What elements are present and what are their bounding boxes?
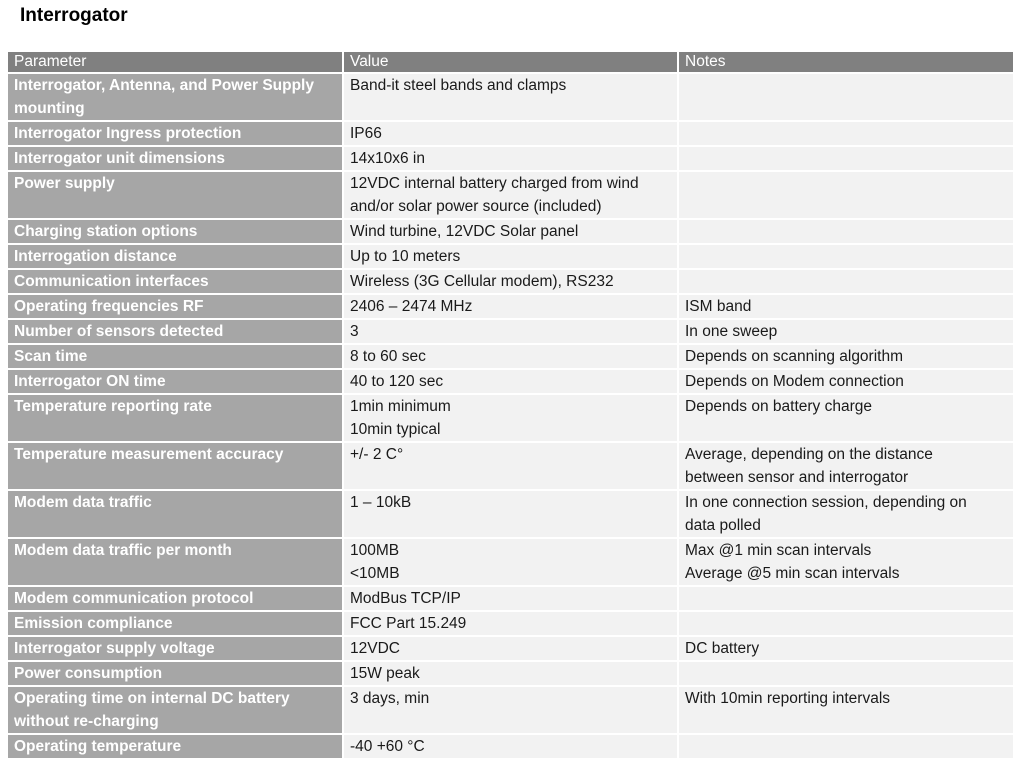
value-cell	[343, 146, 678, 171]
table-row	[8, 661, 1013, 686]
table-row	[8, 490, 1013, 538]
table-row	[8, 369, 1013, 394]
parameter-cell: Charging station options	[8, 219, 343, 244]
value-line: <10MB	[350, 565, 400, 582]
table-row	[8, 146, 1013, 171]
parameter-cell: Interrogator Ingress protection	[8, 121, 343, 146]
table-row	[8, 636, 1013, 661]
value-cell	[343, 734, 678, 759]
table-row	[8, 586, 1013, 611]
value-line: 8 to 60 sec	[350, 348, 426, 365]
notes-line: Average, depending on the distance	[685, 446, 933, 463]
value-cell	[343, 294, 678, 319]
parameter-cell: Operating time on internal DC battery without re-charging	[8, 686, 343, 734]
table-row	[8, 121, 1013, 146]
value-cell	[343, 686, 678, 734]
parameter-cell: Modem communication protocol	[8, 586, 343, 611]
notes-line: In one sweep	[685, 323, 778, 340]
table-row	[8, 442, 1013, 490]
value-line: 1 – 10kB	[350, 494, 412, 511]
table-row	[8, 73, 1013, 121]
value-cell	[343, 369, 678, 394]
value-cell	[343, 171, 678, 219]
notes-line: Depends on Modem connection	[685, 373, 904, 390]
notes-cell	[678, 319, 1013, 344]
value-line: FCC Part 15.249	[350, 615, 467, 632]
notes-line: ISM band	[685, 298, 752, 315]
parameter-cell: Modem data traffic	[8, 490, 343, 538]
value-line: 14x10x6 in	[350, 150, 425, 167]
value-cell	[343, 442, 678, 490]
parameter-cell: Scan time	[8, 344, 343, 369]
table-row	[8, 394, 1013, 442]
document-title: Interrogator	[20, 5, 128, 26]
notes-line: Depends on scanning algorithm	[685, 348, 903, 365]
table-header-row	[8, 52, 1013, 73]
value-line: 3	[350, 323, 359, 340]
value-cell	[343, 490, 678, 538]
value-line: Wireless (3G Cellular modem), RS232	[350, 273, 614, 290]
parameter-cell: Temperature measurement accuracy	[8, 442, 343, 490]
value-cell	[343, 219, 678, 244]
notes-line: In one connection session, depending on	[685, 494, 967, 511]
value-cell	[343, 586, 678, 611]
table-row	[8, 294, 1013, 319]
value-line: Wind turbine, 12VDC Solar panel	[350, 223, 579, 240]
notes-line: With 10min reporting intervals	[685, 690, 891, 707]
parameter-cell: Temperature reporting rate	[8, 394, 343, 442]
value-line: 3 days, min	[350, 690, 430, 707]
value-line: 10min typical	[350, 421, 441, 438]
value-cell	[343, 319, 678, 344]
notes-cell	[678, 244, 1013, 269]
value-line: 40 to 120 sec	[350, 373, 444, 390]
parameter-cell: Modem data traffic per month	[8, 538, 343, 586]
notes-cell	[678, 611, 1013, 636]
value-line: Band-it steel bands and clamps	[350, 77, 567, 94]
notes-line: Average @5 min scan intervals	[685, 565, 900, 582]
parameter-cell: Power supply	[8, 171, 343, 219]
notes-cell	[678, 586, 1013, 611]
table-row	[8, 734, 1013, 759]
value-line: 12VDC	[350, 640, 400, 657]
notes-cell	[678, 490, 1013, 538]
notes-cell	[678, 269, 1013, 294]
parameter-cell: Interrogator ON time	[8, 369, 343, 394]
value-line: and/or solar power source (included)	[350, 198, 602, 215]
value-line: 2406 – 2474 MHz	[350, 298, 473, 315]
specifications-table	[8, 52, 1013, 760]
notes-cell	[678, 344, 1013, 369]
header-value: Value	[343, 52, 678, 73]
table-row	[8, 538, 1013, 586]
parameter-cell: Power consumption	[8, 661, 343, 686]
value-line: -40 +60 °C	[350, 738, 425, 755]
value-line: ModBus TCP/IP	[350, 590, 461, 607]
notes-cell	[678, 686, 1013, 734]
value-cell	[343, 394, 678, 442]
parameter-cell: Interrogator, Antenna, and Power Supply mounting	[8, 73, 343, 121]
table-row	[8, 171, 1013, 219]
value-line: Up to 10 meters	[350, 248, 461, 265]
parameter-cell: Communication interfaces	[8, 269, 343, 294]
notes-cell	[678, 294, 1013, 319]
notes-cell	[678, 146, 1013, 171]
notes-line: Depends on battery charge	[685, 398, 872, 415]
notes-cell	[678, 171, 1013, 219]
header-notes: Notes	[678, 52, 1013, 73]
parameter-cell: Interrogation distance	[8, 244, 343, 269]
value-cell	[343, 538, 678, 586]
notes-cell	[678, 73, 1013, 121]
table-row	[8, 344, 1013, 369]
table-row	[8, 686, 1013, 734]
notes-line: Max @1 min scan intervals	[685, 542, 872, 559]
parameter-cell: Interrogator unit dimensions	[8, 146, 343, 171]
value-line: 100MB	[350, 542, 400, 559]
notes-cell	[678, 636, 1013, 661]
value-line: IP66	[350, 125, 382, 142]
table-row	[8, 611, 1013, 636]
table-row	[8, 319, 1013, 344]
value-cell	[343, 269, 678, 294]
notes-cell	[678, 369, 1013, 394]
notes-cell	[678, 442, 1013, 490]
value-line: 1min minimum	[350, 398, 451, 415]
notes-cell	[678, 219, 1013, 244]
value-cell	[343, 636, 678, 661]
notes-line: between sensor and interrogator	[685, 469, 909, 486]
parameter-cell: Operating temperature	[8, 734, 343, 759]
value-cell	[343, 121, 678, 146]
value-line: 15W peak	[350, 665, 420, 682]
table-row	[8, 244, 1013, 269]
parameter-cell: Operating frequencies RF	[8, 294, 343, 319]
value-cell	[343, 611, 678, 636]
parameter-cell: Emission compliance	[8, 611, 343, 636]
notes-cell	[678, 734, 1013, 759]
table-row	[8, 219, 1013, 244]
notes-cell	[678, 538, 1013, 586]
parameter-cell: Interrogator supply voltage	[8, 636, 343, 661]
notes-line: DC battery	[685, 640, 760, 657]
notes-line: data polled	[685, 517, 761, 534]
value-cell	[343, 244, 678, 269]
notes-cell	[678, 121, 1013, 146]
value-cell	[343, 73, 678, 121]
header-parameter: Parameter	[8, 52, 343, 73]
value-cell	[343, 661, 678, 686]
parameter-cell: Number of sensors detected	[8, 319, 343, 344]
value-cell	[343, 344, 678, 369]
notes-cell	[678, 661, 1013, 686]
value-line: 12VDC internal battery charged from wind	[350, 175, 639, 192]
value-line: +/- 2 C°	[350, 446, 404, 463]
table-row	[8, 269, 1013, 294]
notes-cell	[678, 394, 1013, 442]
